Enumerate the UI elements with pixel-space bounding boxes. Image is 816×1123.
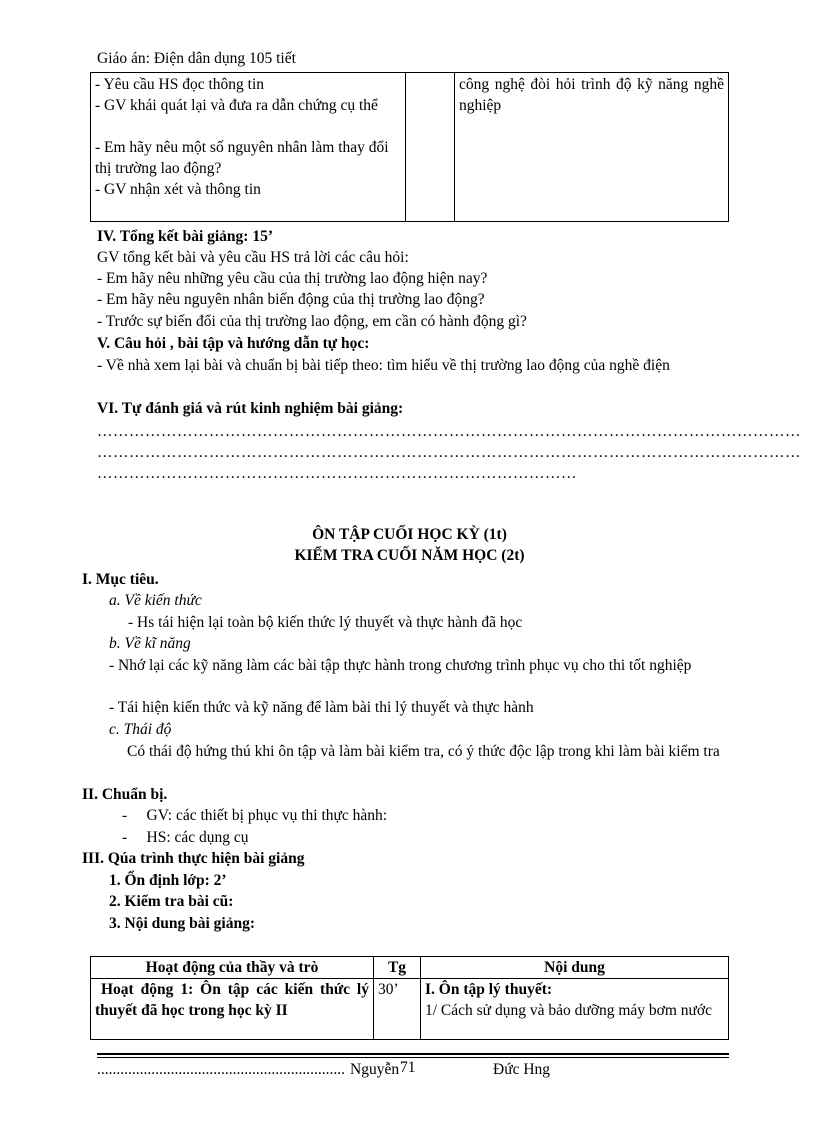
objective-b-text-1: - Nhớ lại các kỹ năng làm các bài tập thực hành trong chương trình phục vụ cho thi tốt nghiệp bbox=[109, 657, 692, 674]
activity-table-2 bbox=[90, 956, 729, 1040]
footer-dots: ................................................................ bbox=[97, 1061, 345, 1078]
table1-col1 bbox=[91, 73, 406, 222]
objective-b-label: b. Về kĩ năng bbox=[109, 635, 191, 652]
dotted-line: …………………………………………………………………………………………………………………… bbox=[97, 444, 801, 461]
table2-row-col3-heading: I. Ôn tập lý thuyết: bbox=[425, 981, 553, 998]
lesson-title-1: ÔN TẬP CUỐI HỌC KỲ (1t) bbox=[312, 526, 507, 543]
objective-a-text: - Hs tái hiện lại toàn bộ kiến thức lý thuyết và thực hành đã học bbox=[128, 614, 523, 631]
section4-line: - Em hãy nêu nguyên nhân biến động của thị trường lao động? bbox=[97, 291, 485, 308]
preparation-gv: - GV: các thiết bị phục vụ thi thực hành: bbox=[122, 807, 388, 824]
table2-row-col1: Hoạt động 1: Ôn tập các kiến thức lý thuyết đã học trong học kỳ II bbox=[91, 979, 374, 1040]
table1-col3: công nghệ đòi hỏi trình độ kỹ năng nghề nghiệp bbox=[455, 73, 729, 222]
process-step-1: 1. Ổn định lớp: 2’ bbox=[109, 872, 227, 889]
preparation-gv-text: GV: các thiết bị phục vụ thi thực hành: bbox=[146, 807, 388, 824]
table2-header-col2: Tg bbox=[374, 957, 421, 979]
objective-c-label: c. Thái độ bbox=[109, 721, 172, 738]
process-step-2: 2. Kiểm tra bài cũ: bbox=[109, 893, 234, 910]
dotted-line: …………………………………………………………………………………………………………………… bbox=[97, 423, 801, 440]
section5-heading: V. Câu hỏi , bài tập và hướng dẫn tự học: bbox=[97, 335, 370, 352]
table2-row-col3 bbox=[421, 979, 729, 1040]
section4-line: GV tổng kết bài và yêu cầu HS trả lời các câu hỏi: bbox=[97, 249, 409, 266]
table2-header-col3: Nội dung bbox=[421, 957, 729, 979]
section4-line: - Em hãy nêu những yêu cầu của thị trường lao động hiện nay? bbox=[97, 270, 488, 287]
page-number: 71 bbox=[400, 1059, 416, 1076]
preparation-hs: - HS: các dụng cụ bbox=[122, 829, 249, 846]
table2-row-col3-text: 1/ Cách sử dụng và bảo dưỡng máy bơm nước bbox=[425, 1002, 712, 1019]
footer-author-first: Nguyễn bbox=[350, 1061, 400, 1078]
dotted-line: ……………………………………………………………………………… bbox=[97, 465, 577, 482]
lesson-title-2: KIỂM TRA CUỐI NĂM HỌC (2t) bbox=[294, 547, 525, 564]
table1-line: - Yêu cầu HS đọc thông tin bbox=[95, 76, 265, 93]
objective-b-text-2: - Tái hiện kiến thức và kỹ năng để làm bài thi lý thuyết và thực hành bbox=[109, 699, 534, 716]
process-step-3: 3. Nội dung bài giảng: bbox=[109, 915, 256, 932]
footer-author-last: Đức Hng bbox=[493, 1061, 551, 1078]
section6-heading: VI. Tự đánh giá và rút kinh nghiệm bài giảng: bbox=[97, 400, 404, 417]
table2-row-col2: 30’ bbox=[374, 979, 421, 1040]
table1-line: - GV nhận xét và thông tin bbox=[95, 181, 261, 198]
table1-line: - GV khái quát lại và đưa ra dẫn chứng cụ thể bbox=[95, 97, 378, 114]
section5-text: - Về nhà xem lại bài và chuẩn bị bài tiếp theo: tìm hiểu về thị trường lao động của nghề điện bbox=[97, 357, 670, 374]
table1-line: - Em hãy nêu một số nguyên nhân làm thay đổi thị trường lao động? bbox=[95, 139, 389, 177]
section4-heading: IV. Tổng kết bài giảng: 15’ bbox=[97, 228, 273, 245]
footer-rule-thick bbox=[97, 1053, 729, 1055]
process-heading: III. Qúa trình thực hiện bài giảng bbox=[82, 850, 305, 867]
table2-header-col1: Hoạt động của thầy và trò bbox=[91, 957, 374, 979]
section4-line: - Trước sự biến đổi của thị trường lao động, em cần có hành động gì? bbox=[97, 313, 527, 330]
preparation-heading: II. Chuẩn bị. bbox=[82, 786, 168, 803]
activity-table-1 bbox=[90, 72, 729, 222]
table1-col2 bbox=[406, 73, 455, 222]
page-header: Giáo án: Điện dân dụng 105 tiết bbox=[97, 50, 296, 67]
objective-c-text: Có thái độ hứng thú khi ôn tập và làm bài kiểm tra, có ý thức độc lập trong khi làm bài kiểm tra bbox=[127, 743, 720, 760]
objectives-heading: I. Mục tiêu. bbox=[82, 571, 159, 588]
objective-a-label: a. Về kiến thức bbox=[109, 592, 202, 609]
preparation-hs-text: HS: các dụng cụ bbox=[146, 829, 249, 846]
